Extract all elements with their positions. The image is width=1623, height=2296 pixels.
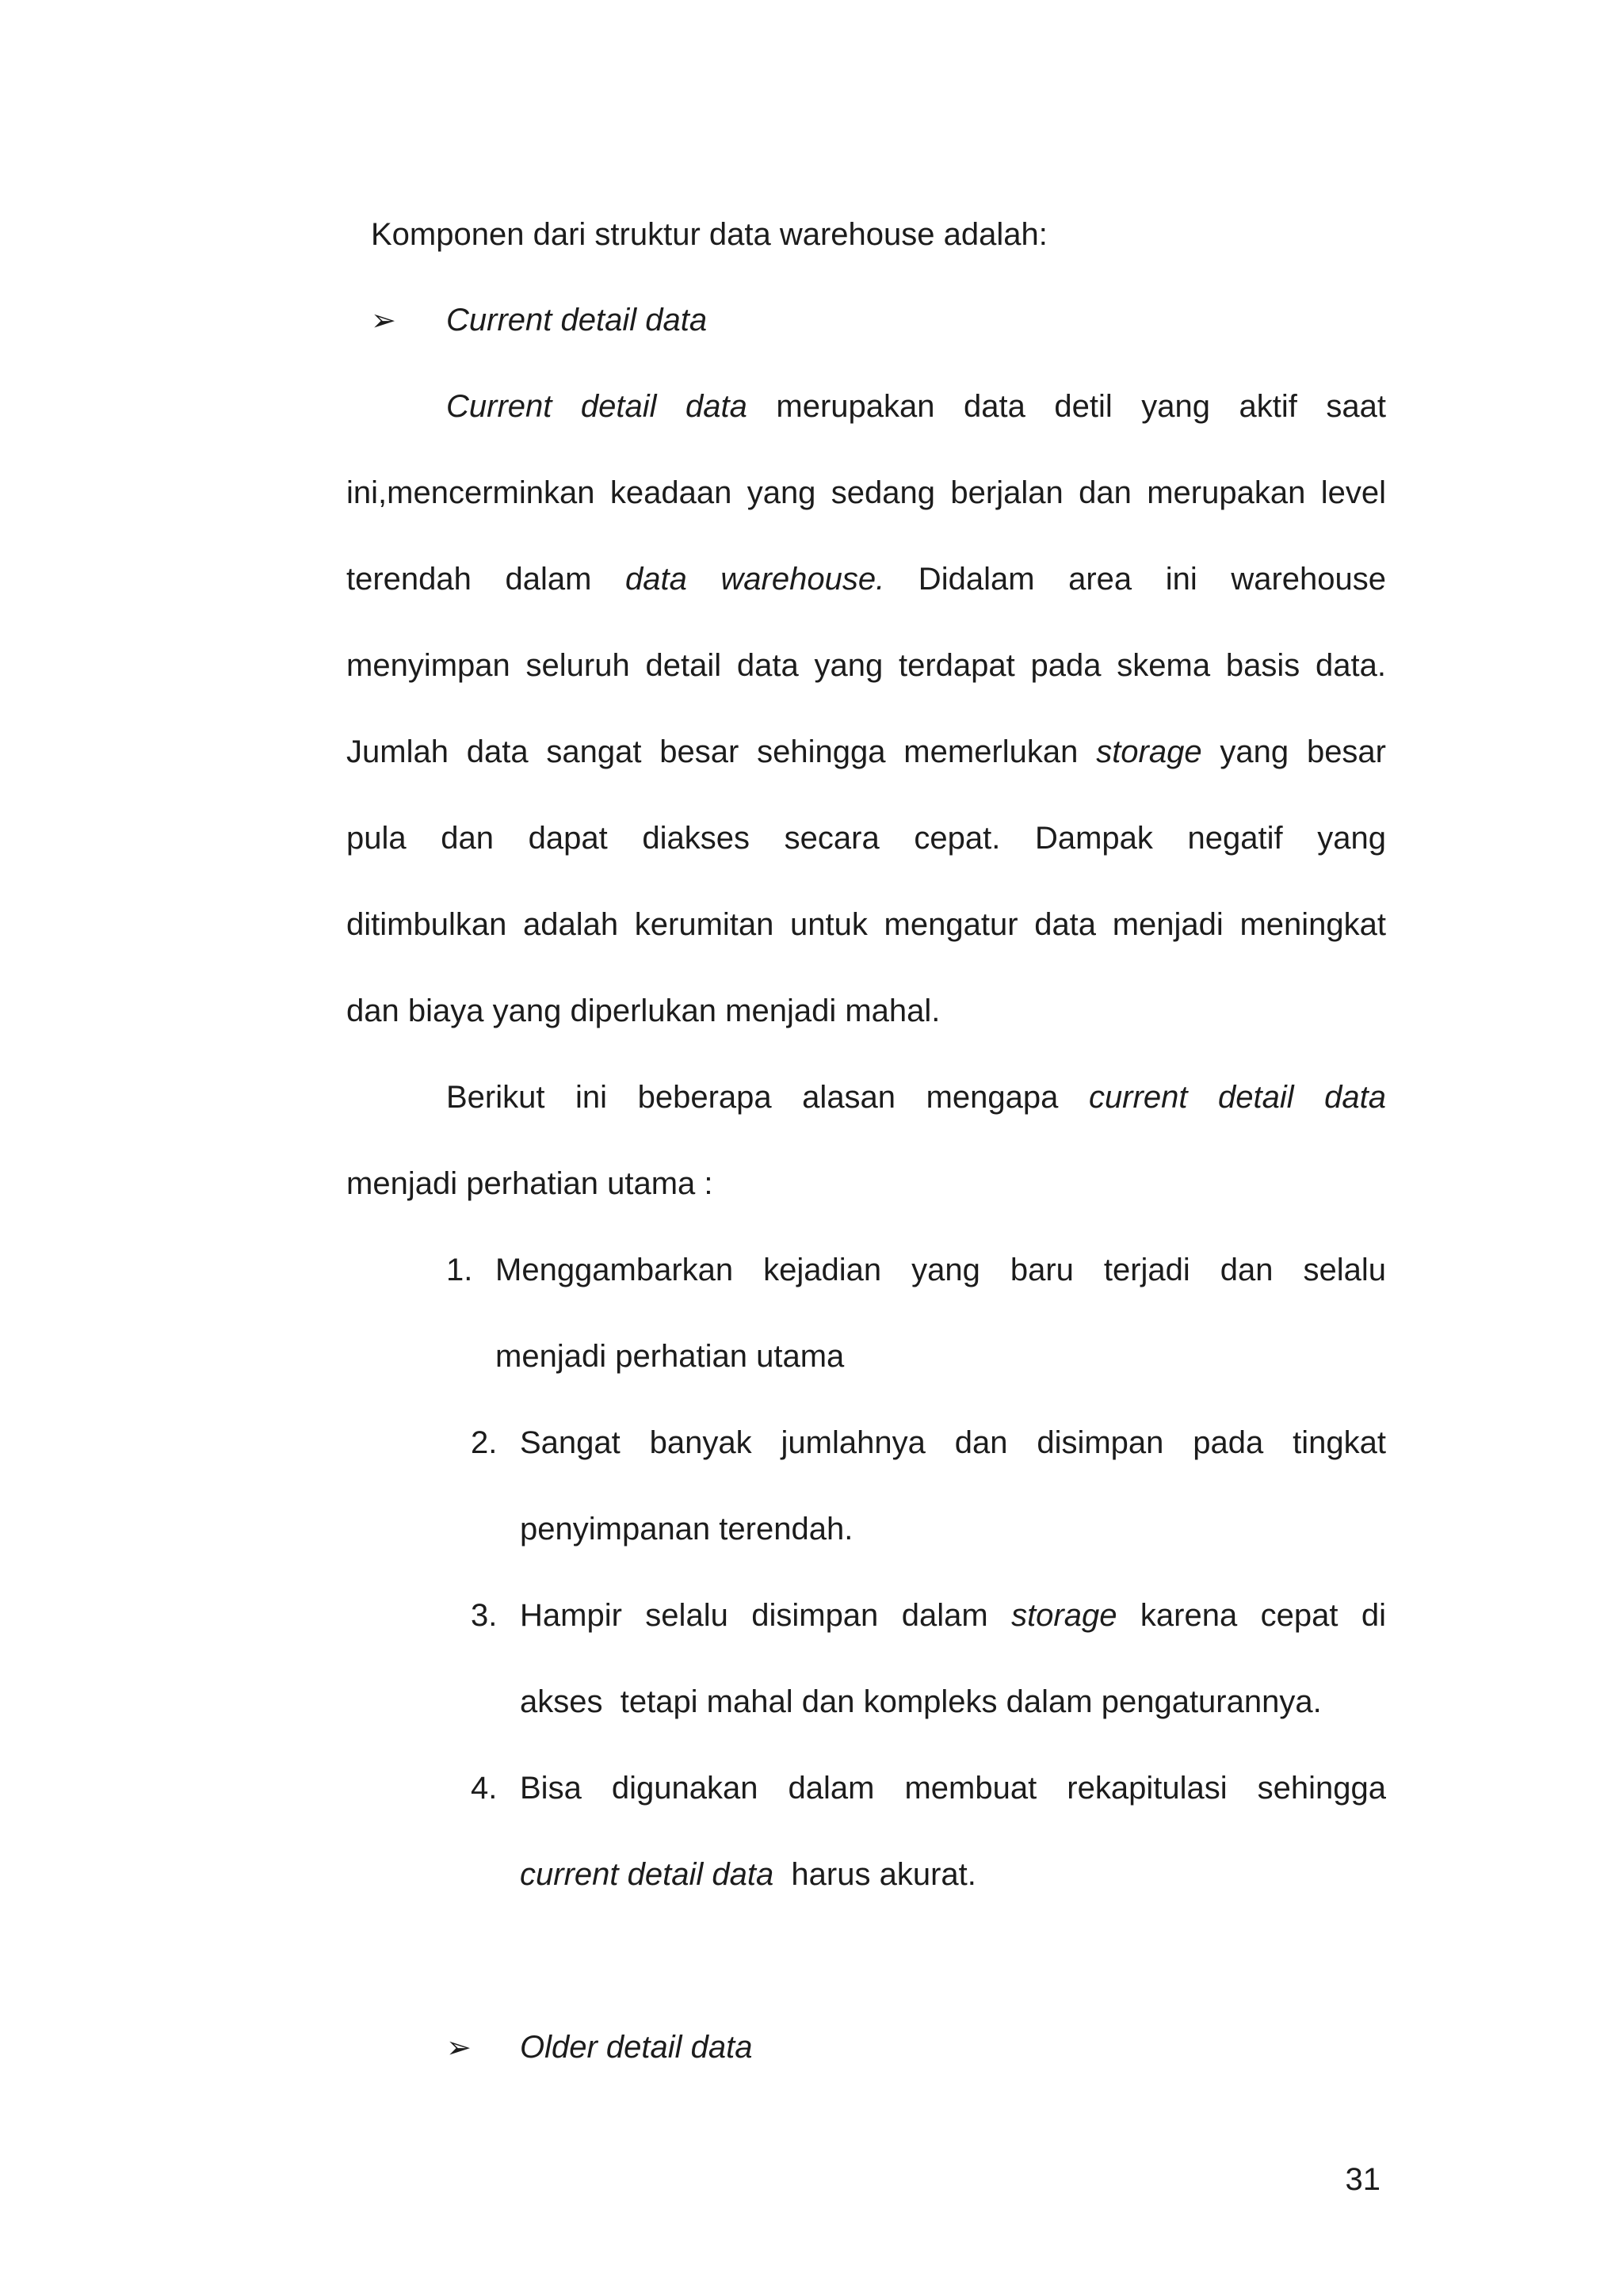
section-heading-older-detail: Older detail data bbox=[520, 2030, 753, 2065]
paragraph-line: Berikut ini beberapa alasan mengapa current detail data bbox=[446, 1080, 1386, 1115]
list-item-line: current detail data harus akurat. bbox=[520, 1857, 976, 1892]
paragraph-line: dan biaya yang diperlukan menjadi mahal. bbox=[346, 994, 941, 1028]
list-item-line: akses tetapi mahal dan kompleks dalam pengaturannya. bbox=[520, 1684, 1322, 1719]
list-item-line: Menggambarkan kejadian yang baru terjadi dan selalu bbox=[495, 1253, 1386, 1287]
list-item-line: penyimpanan terendah. bbox=[520, 1512, 854, 1547]
list-number: 2. bbox=[471, 1425, 498, 1460]
paragraph-line: pula dan dapat diakses secara cepat. Dampak negatif yang bbox=[346, 821, 1386, 856]
list-item-line: Sangat banyak jumlahnya dan disimpan pada tingkat bbox=[520, 1425, 1386, 1460]
paragraph-line: ini,mencerminkan keadaan yang sedang berjalan dan merupakan level bbox=[346, 475, 1386, 510]
list-item-line: menjadi perhatian utama bbox=[495, 1339, 845, 1374]
paragraph-line: terendah dalam data warehouse. Didalam area ini warehouse bbox=[346, 562, 1386, 597]
list-item-line: Bisa digunakan dalam membuat rekapitulasi sehingga bbox=[520, 1771, 1386, 1806]
list-number: 3. bbox=[471, 1598, 498, 1633]
list-item-line: Hampir selalu disimpan dalam storage karena cepat di bbox=[520, 1598, 1386, 1633]
paragraph-line: menyimpan seluruh detail data yang terdapat pada skema basis data. bbox=[346, 648, 1386, 683]
bullet-arrow-icon: ➢ bbox=[446, 2030, 472, 2065]
intro-text: Komponen dari struktur data warehouse adalah: bbox=[371, 217, 1048, 252]
list-number: 4. bbox=[471, 1771, 498, 1806]
paragraph-line: Current detail data merupakan data detil yang aktif saat bbox=[446, 389, 1386, 424]
paragraph-line: ditimbulkan adalah kerumitan untuk mengatur data menjadi meningkat bbox=[346, 907, 1386, 942]
bullet-arrow-icon: ➢ bbox=[371, 303, 396, 338]
paragraph-line: menjadi perhatian utama : bbox=[346, 1166, 713, 1201]
section-heading-current-detail: Current detail data bbox=[446, 303, 708, 338]
page-number: 31 bbox=[1345, 2162, 1381, 2197]
list-number: 1. bbox=[446, 1253, 473, 1287]
paragraph-line: Jumlah data sangat besar sehingga memerlukan storage yang besar bbox=[346, 734, 1386, 769]
